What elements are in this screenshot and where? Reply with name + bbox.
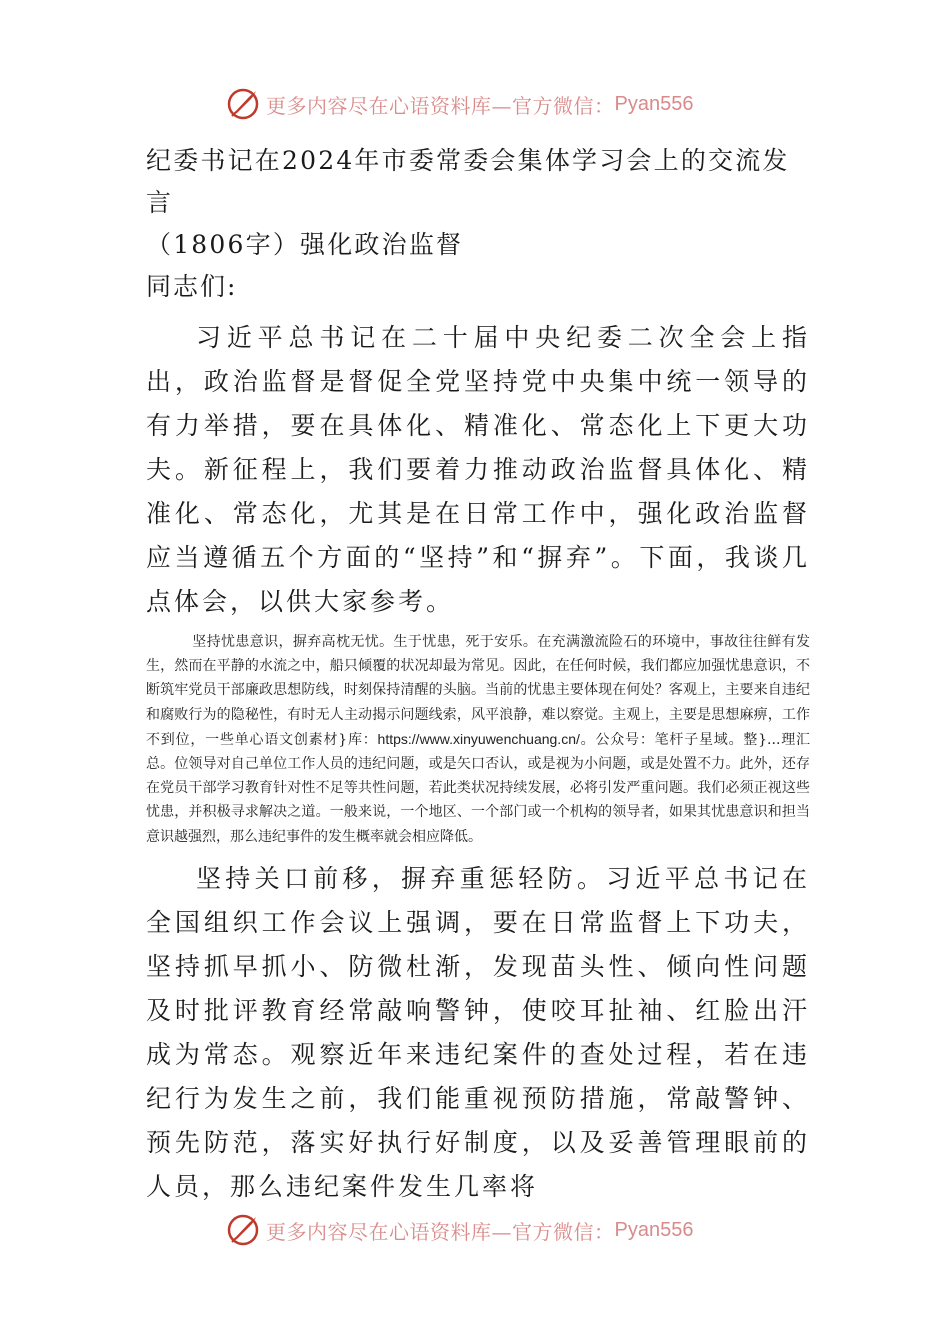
paragraph-vigilance (146, 630, 810, 849)
quill-logo-icon (226, 1213, 260, 1247)
header-banner[interactable] (226, 86, 746, 122)
quill-logo-icon (226, 87, 260, 121)
salutation: 同志们: (146, 272, 238, 301)
banner-wechat-id: Pyan556 (614, 1218, 694, 1241)
website-link[interactable]: https://www.xinyuwenchuang.cn/ (377, 730, 580, 747)
paragraph-vigilance-text-1: 坚持忧患意识，摒弃高枕无忧。生于忧患，死于安乐。在充满激流险石的环境中，事故往往鲜有发生，然而在平静的水流之中，船只倾覆的状况却最为常见。因此，在任何时候，我们都应加强忧患意识，不断筑牢党员干部廉政思想防线，时刻保持清醒的头脑。当前的忧患主要体现在何处？客观上，主要来自违纪和腐败行为的隐秘性，有时无人主动揭示问题线索，风平浪静，难以察觉。主观上，主要是思想麻痹，工作不到位，一些单心语文创素材}库： (146, 634, 810, 748)
document-title (146, 140, 810, 266)
banner-wechat-id: Pyan556 (614, 92, 694, 115)
footer-banner[interactable] (226, 1212, 746, 1248)
banner-text: 更多内容尽在心语资料库—官方微信： (266, 93, 615, 118)
banner-text: 更多内容尽在心语资料库—官方微信： (266, 1219, 615, 1244)
paragraph-prevention: 坚持关口前移，摒弃重惩轻防。习近平总书记在全国组织工作会议上强调，要在日常监督上下功夫，坚持抓早抓小、防微杜渐，发现苗头性、倾向性问题及时批评教育经常敲响警钟，使咬耳扯袖、红脸出汗成为常态。观察近年来违纪案件的查处过程，若在违纪行为发生之前，我们能重视预防措施，常敲警钟、预先防范，落实好执行好制度，以及妥善管理眼前的人员，那么违纪案件发生几率将 (146, 863, 810, 1201)
title-line-2: （1806字）强化政治监督 (146, 230, 464, 259)
document-body (146, 140, 810, 1209)
paragraph-intro: 习近平总书记在二十届中央纪委二次全会上指出，政治监督是督促全党坚持党中央集中统一领导的有力举措，要在具体化、精准化、常态化上下更大功夫。新征程上，我们要着力推动政治监督具体化、精准化、常态化，尤其是在日常工作中，强化政治监督应当遵循五个方面的“坚持”和“摒弃”。下面，我谈几点体会，以供大家参考。 (146, 323, 810, 616)
title-line-1: 纪委书记在2024年市委常委会集体学习会上的交流发言 (146, 146, 790, 217)
paragraph-vigilance-text-2: 。公众号：笔杆子星域。整}...理汇总。位领导对自己单位工作人员的违纪问题，或是矢口否认，或是视为小问题，或是处置不力。此外，还存在党员干部学习教育针对性不足等共性问题，若此类状况持续发展，必将引发严重问题。我们必须正视这些忧患，并积极寻求解决之道。一般来说，一个地区、一个部门或一个机构的领导者，如果其忧患意识和担当意识越强烈，那么违纪事件的发生概率就会相应降低。 (146, 731, 810, 845)
